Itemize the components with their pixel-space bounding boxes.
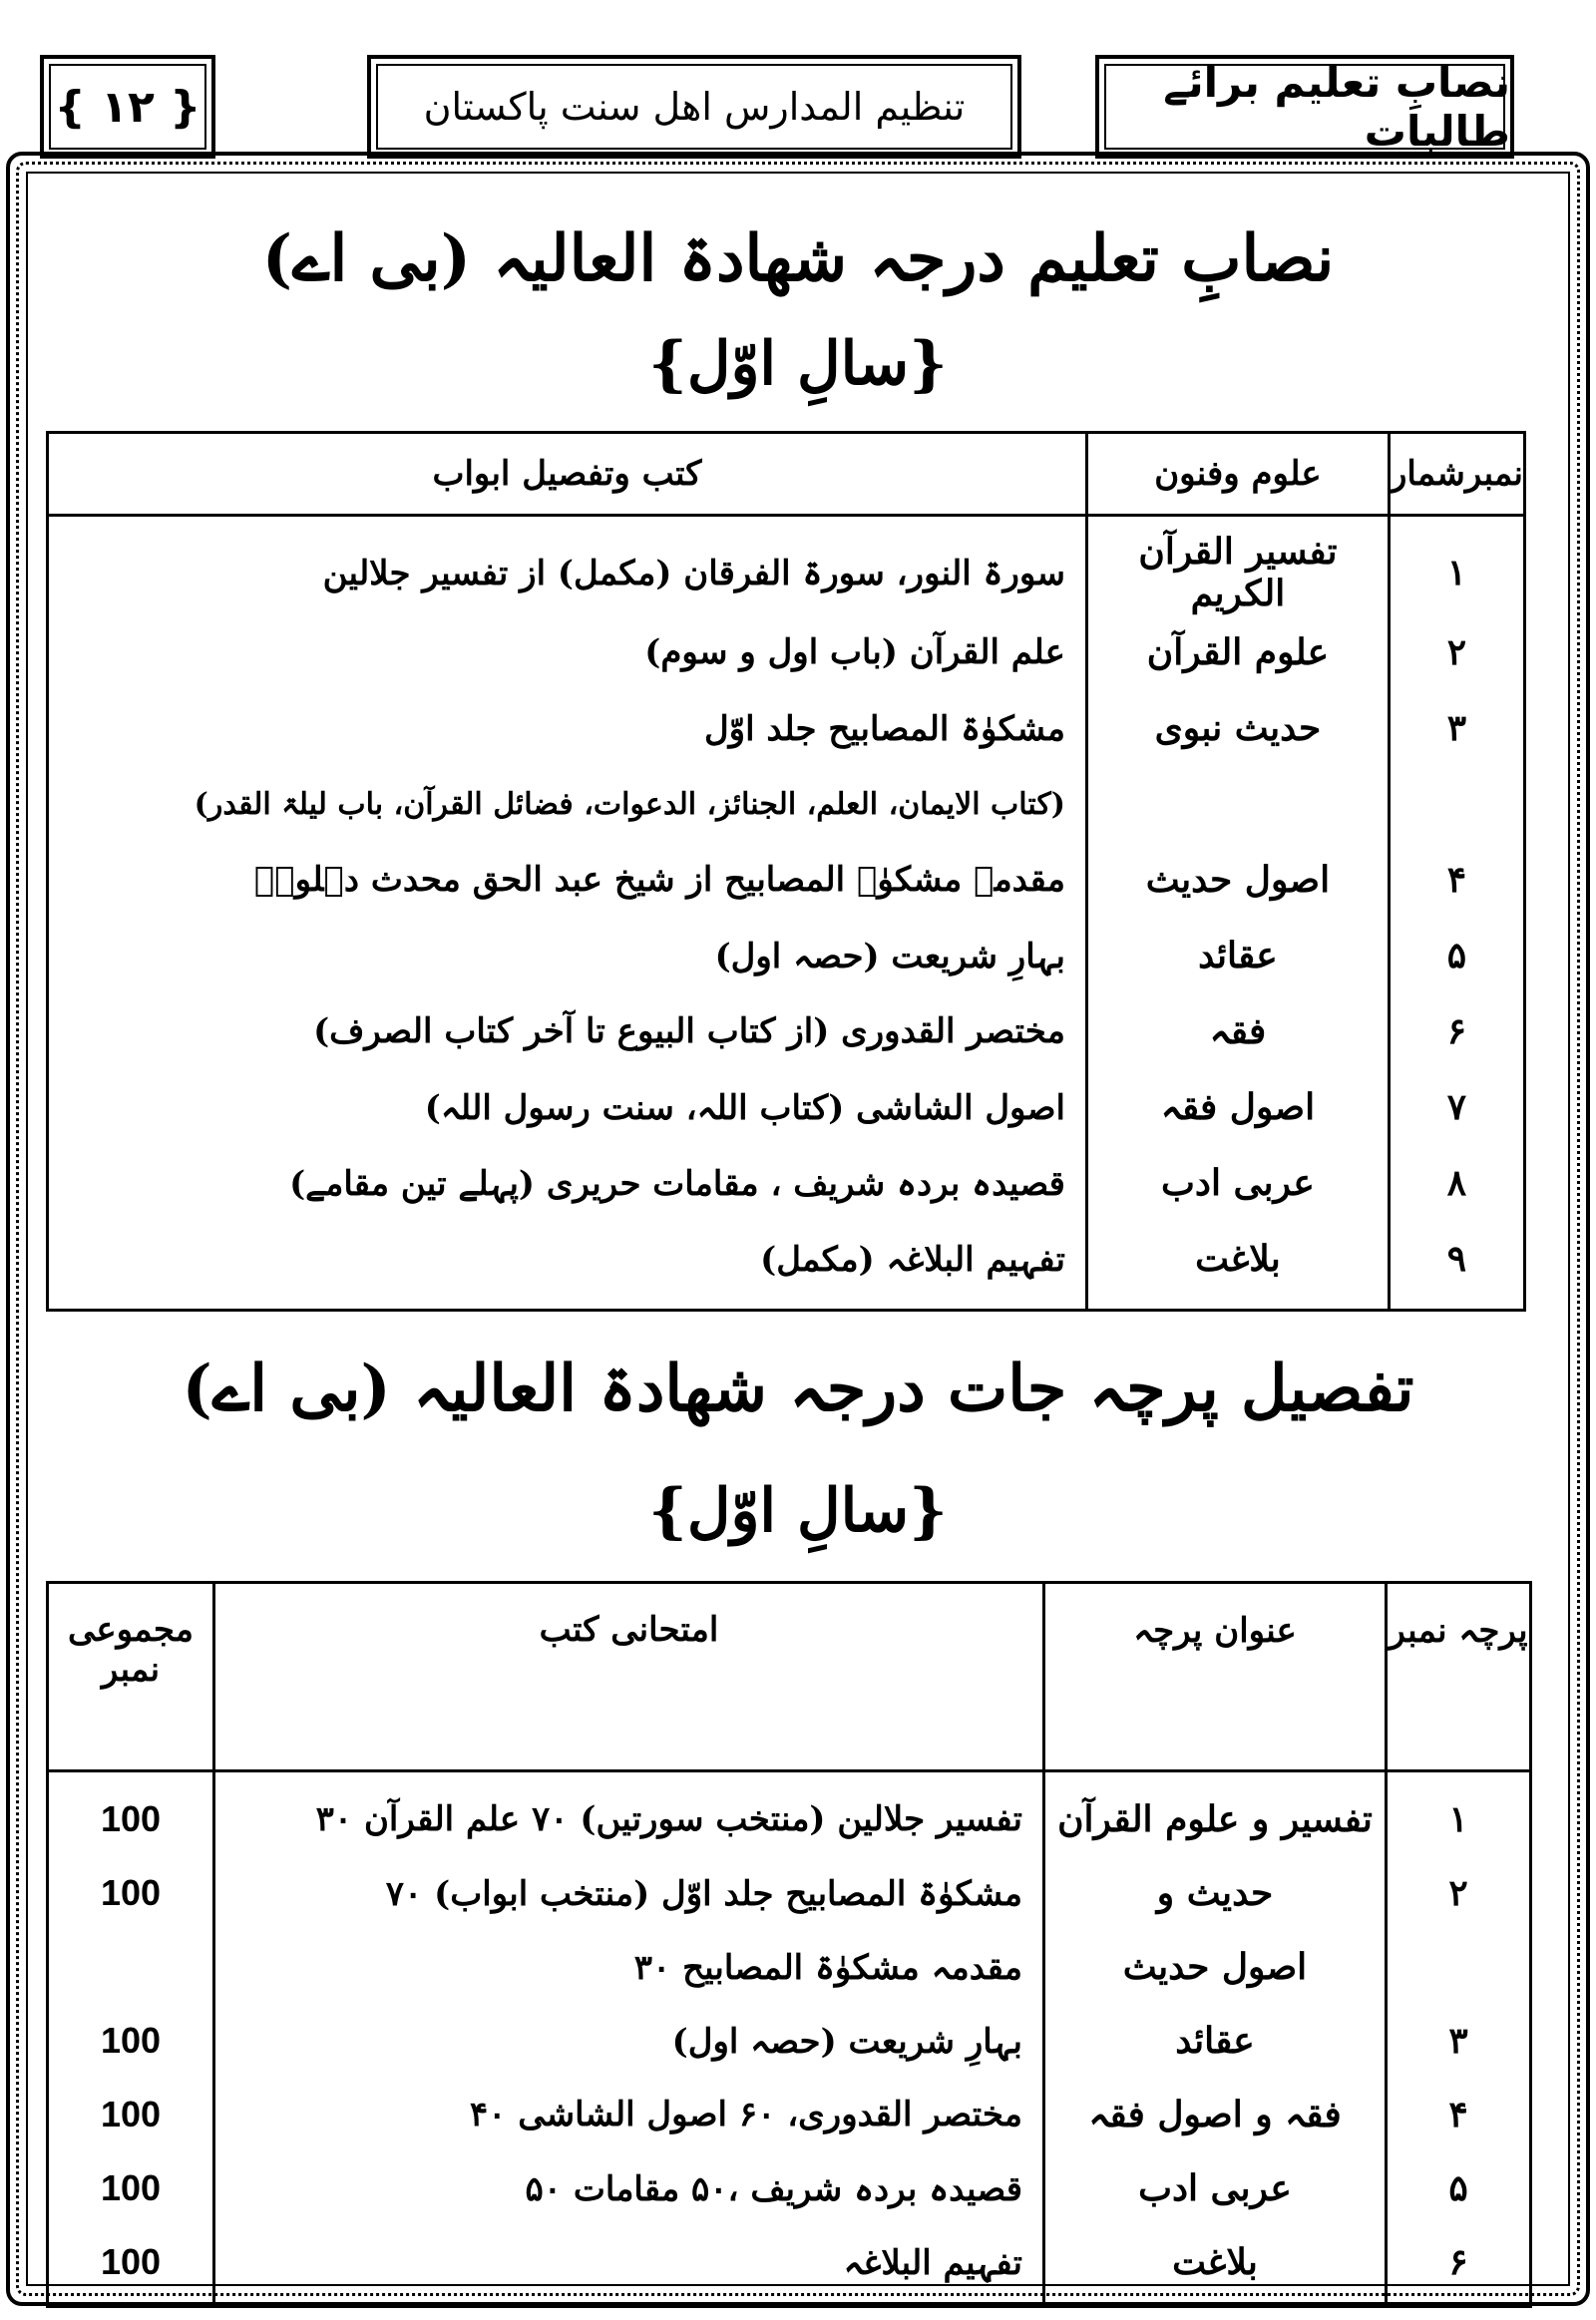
row-no: ۴ <box>1387 2078 1531 2151</box>
row-total: 100 <box>48 2004 214 2078</box>
row-title: عقائد <box>1044 2004 1387 2078</box>
row-title: اصول حدیث <box>1044 1930 1387 2004</box>
col-paper-number: پرچہ نمبر <box>1387 1583 1531 1771</box>
table-header-row <box>48 433 1525 516</box>
row-books: بہارِ شریعت (حصہ اول) <box>48 918 1087 993</box>
page-number: { ۱۲ } <box>54 81 201 133</box>
row-books: بہارِ شریعت (حصہ اول) <box>214 2004 1044 2078</box>
table-row <box>48 993 1525 1069</box>
section1-title: نصابِ تعلیم درجہ شھادۃ العالیہ (بی اے) <box>261 221 1335 296</box>
row-subject: فقہ <box>1086 993 1389 1069</box>
table-row <box>48 1145 1525 1221</box>
row-books: (کتاب الایمان، العلم، الجنائز، الدعوات، فضائل القرآن، باب لیلۃ القدر) <box>48 766 1087 842</box>
row-subject: اصول فقہ <box>1086 1069 1389 1145</box>
col-total-marks: مجموعی نمبر <box>48 1583 214 1771</box>
organization-box <box>367 55 1021 159</box>
row-no: ۸ <box>1389 1145 1524 1221</box>
row-no: ۲ <box>1387 1856 1531 1930</box>
table-row <box>48 2151 1531 2225</box>
row-no: ۲ <box>1389 614 1524 690</box>
col-exam-books: امتحانی کتب <box>214 1583 1044 1771</box>
row-books: علم القرآن (باب اول و سوم) <box>48 614 1087 690</box>
table-row <box>48 766 1525 842</box>
row-total: 100 <box>48 2151 214 2225</box>
syllabus-label-box <box>1095 55 1514 159</box>
row-subject: علوم القرآن <box>1086 614 1389 690</box>
row-subject: عربی ادب <box>1086 1145 1389 1221</box>
row-title: حدیث و <box>1044 1856 1387 1930</box>
section1-year: {سالِ اوّل} <box>648 329 948 399</box>
row-no: ۱ <box>1387 1771 1531 1857</box>
table-row <box>48 516 1525 615</box>
table-header-row <box>48 1583 1531 1771</box>
col-paper-title: عنوان پرچہ <box>1044 1583 1387 1771</box>
row-no: ۵ <box>1387 2151 1531 2225</box>
row-no: ۴ <box>1389 842 1524 918</box>
row-subject <box>1086 766 1389 842</box>
row-books: مقدمہ مشکوٰۃ المصابیح ۳۰ <box>214 1930 1044 2004</box>
row-title: تفسیر و علوم القرآن <box>1044 1771 1387 1857</box>
organization-name: تنظیم المدارس اھل سنت پاکستان <box>423 85 966 129</box>
row-subject: اصول حدیث <box>1086 842 1389 918</box>
papers-table <box>46 1581 1532 2308</box>
row-books: مشکوٰۃ المصابیح جلد اوّل (منتخب ابواب) ۷۰ <box>214 1856 1044 1930</box>
row-total: 100 <box>48 1856 214 1930</box>
row-total: 100 <box>48 1771 214 1857</box>
table-row <box>48 918 1525 993</box>
col-subject: علوم وفنون <box>1086 433 1389 516</box>
row-books: مختصر القدوری، ۶۰ اصول الشاشی ۴۰ <box>214 2078 1044 2151</box>
table-row <box>48 1771 1531 1857</box>
row-no: ۳ <box>1387 2004 1531 2078</box>
row-subject: عقائد <box>1086 918 1389 993</box>
page-number-box <box>40 55 215 159</box>
row-total: 100 <box>48 2225 214 2307</box>
row-books: تفسیر جلالین (منتخب سورتیں) ۷۰ علم القرآن ۳۰ <box>214 1771 1044 1857</box>
row-books: سورۃ النور، سورۃ الفرقان (مکمل) از تفسیر جلالین <box>48 516 1087 615</box>
row-total: 100 <box>48 2078 214 2151</box>
table-row <box>48 2078 1531 2151</box>
row-no: ۳ <box>1389 690 1524 766</box>
row-no <box>1389 766 1524 842</box>
row-books: مشکوٰۃ المصابیح جلد اوّل <box>48 690 1087 766</box>
row-books: تفہیم البلاغہ (مکمل) <box>48 1221 1087 1311</box>
row-books: اصول الشاشی (کتاب اللہ، سنت رسول اللہ) <box>48 1069 1087 1145</box>
table-row <box>48 1856 1531 1930</box>
row-title: فقہ و اصول فقہ <box>1044 2078 1387 2151</box>
table-row <box>48 2004 1531 2078</box>
row-no: ۹ <box>1389 1221 1524 1311</box>
row-books: مقدمہ مشکوٰۃ المصابیح از شیخ عبد الحق محدث دہلویؒ <box>48 842 1087 918</box>
row-title: بلاغت <box>1044 2225 1387 2307</box>
row-subject: بلاغت <box>1086 1221 1389 1311</box>
col-books: کتب وتفصیل ابواب <box>48 433 1087 516</box>
table-row <box>48 614 1525 690</box>
row-no: ۱ <box>1389 516 1524 615</box>
row-total <box>48 1930 214 2004</box>
syllabus-table <box>46 431 1526 1312</box>
table-row <box>48 1069 1525 1145</box>
row-no: ۵ <box>1389 918 1524 993</box>
row-no: ۶ <box>1387 2225 1531 2307</box>
row-subject: تفسیر القرآن الکریم <box>1086 516 1389 615</box>
syllabus-label: نصابِ تعلیم برائے طالبات <box>1163 58 1510 156</box>
row-books: قصیدہ بردہ شریف ،۵۰ مقامات ۵۰ <box>214 2151 1044 2225</box>
section2-year: {سالِ اوّل} <box>648 1476 948 1546</box>
row-books: قصیدہ بردہ شریف ، مقامات حریری (پہلے تین مقامے) <box>48 1145 1087 1221</box>
table-row <box>48 842 1525 918</box>
col-serial: نمبرشمار <box>1389 433 1524 516</box>
row-no: ۶ <box>1389 993 1524 1069</box>
section2-title: تفصیل پرچہ جات درجہ شھادۃ العالیہ (بی اے) <box>182 1352 1414 1426</box>
row-books: مختصر القدوری (از کتاب البیوع تا آخر کتاب الصرف) <box>48 993 1087 1069</box>
table-row <box>48 2225 1531 2307</box>
row-subject: حدیث نبوی <box>1086 690 1389 766</box>
table-row <box>48 1930 1531 2004</box>
row-no <box>1387 1930 1531 2004</box>
row-no: ۷ <box>1389 1069 1524 1145</box>
table-row <box>48 1221 1525 1311</box>
row-books: تفہیم البلاغہ <box>214 2225 1044 2307</box>
row-title: عربی ادب <box>1044 2151 1387 2225</box>
table-row <box>48 690 1525 766</box>
